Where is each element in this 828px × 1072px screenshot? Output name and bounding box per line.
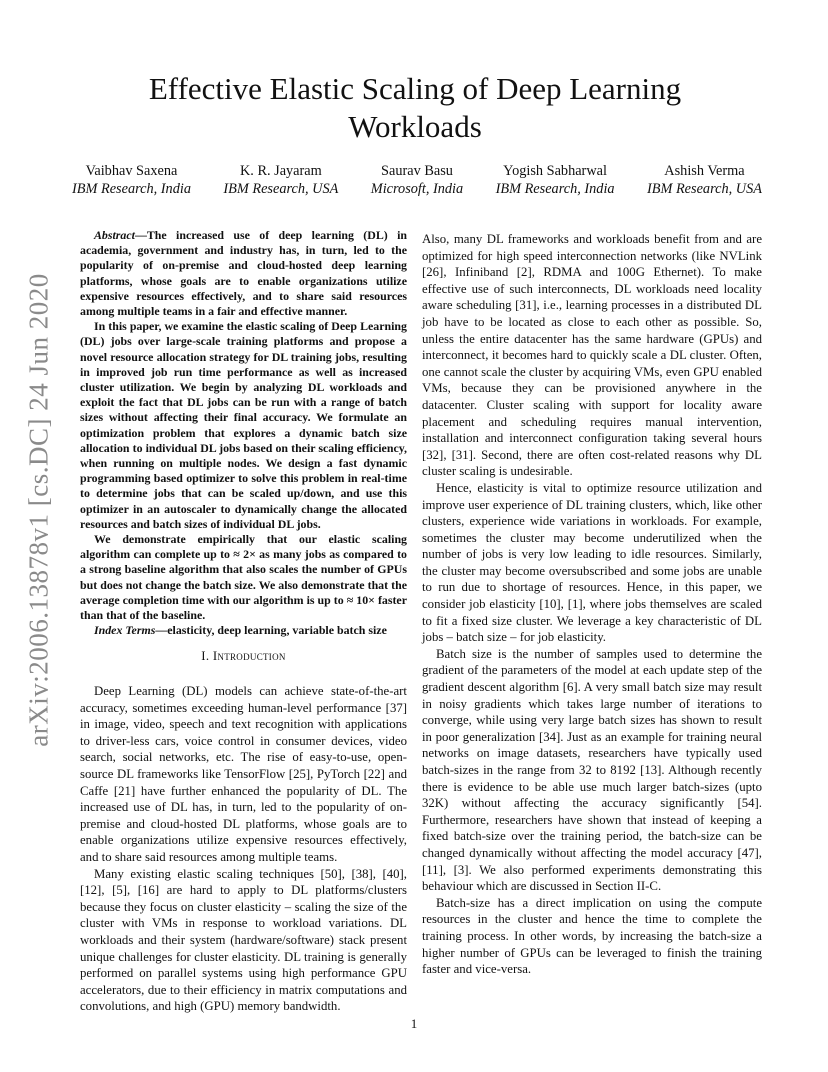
intro-paragraph-6: Batch-size has a direct implication on using the compute resources in the cluster and hence the time to complete the training process. In other words, by increasing the batch-size a higher number of GPUs can be leveraged to finish the training faster and vice-versa. — [422, 895, 762, 977]
author-affiliation: IBM Research, USA — [646, 181, 762, 197]
author-name: Saurav Basu — [381, 163, 453, 179]
author-affiliation: IBM Research, India — [495, 181, 615, 197]
intro-paragraph-2: Many existing elastic scaling techniques [50], [38], [40], [12], [5], [16] are hard to apply to DL platforms/clusters because they focus on cluster elasticity – scaling the size of the cluster with VMs in response to workload variations. DL workloads and their system (hardware/software) stack present unique challenges for cluster elasticity. DL training is generally performed on parallel systems using high performance GPU accelerators, due to their efficiency in matrix computations and convolutions, and high (GPU) memory bandwidth. — [80, 866, 407, 1014]
page-number: 1 — [410, 1016, 418, 1031]
author-affiliation: IBM Research, India — [72, 181, 191, 197]
section-number: I. — [201, 649, 210, 664]
author-affiliation: IBM Research, USA — [223, 181, 339, 197]
arxiv-sidebar — [14, 273, 64, 747]
author-5 — [647, 162, 762, 198]
author-4 — [496, 162, 615, 198]
left-column — [80, 228, 407, 1015]
author-3 — [371, 162, 463, 198]
intro-paragraph-4: Hence, elasticity is vital to optimize resource utilization and improve user experience of DL training clusters, which, like other clusters, experience wide variations in workloads. For example, sometimes the cluster may become underutilized when the number of jobs is very low leading to idle resources. Similarly, the cluster may become oversubscribed and some jobs are unable to run due to shortage of resources. Hence, in this paper, we consider job elasticity [10], [1], where jobs themselves are scaled to fit a fixed size cluster. We leverage a key characteristic of DL jobs – batch size – for job elasticity. — [422, 480, 762, 645]
paper-title: Effective Elastic Scaling of Deep Learning Workloads — [148, 71, 682, 144]
intro-paragraph-3: Also, many DL frameworks and workloads benefit from and are optimized for high speed interconnection networks (like NVLink [26], Infiniband [2], RDMA and 100G Ethernet). To make effective use of such interconnects, DL workloads need locality aware scheduling [31], i.e., learning processes in a distributed DL job have to be located as close to each other as possible. So, unless the entire datacenter has the same hardware (GPUs) and interconnect, it becomes hard to quickly scale a DL cluster. Often, one cannot scale the cluster by acquiring VMs, even GPU enabled VMs, because they can be provisioned anywhere in the datacenter. Cluster scaling with support for locality aware placement and scheduling requires manual intervention, installation and interconnect configuration taking several hours [32], [31]. Second, there are often cost-related reasons why DL cluster scaling is undesirable. — [422, 232, 762, 479]
index-terms-text: —elasticity, deep learning, variable batch size — [155, 623, 387, 638]
section-title: Introduction — [212, 649, 286, 664]
abstract — [80, 228, 407, 638]
author-list — [72, 162, 762, 198]
abstract-paragraph-1 — [80, 228, 407, 319]
abstract-paragraph-2: In this paper, we examine the elastic scaling of Deep Learning (DL) jobs over large-scale training platforms and propose a novel resource allocation strategy for DL training jobs, resulting in improved job run time performance as well as increased cluster utilization. We begin by analyzing DL workloads and exploit the fact that DL jobs can be run with a range of batch sizes without affecting their final accuracy. We formulate an optimization problem that explores a dynamic batch size allocation to individual DL jobs based on their scaling efficiency, when running on multiple nodes. We design a fast dynamic programming based optimizer to solve this problem in real-time to determine jobs that can be scaled up/down, and use this optimizer in an autoscaler to dynamically change the allocated resources and batch sizes of individual DL jobs. — [80, 319, 407, 531]
author-2 — [223, 162, 338, 198]
author-name: Yogish Sabharwal — [503, 163, 607, 179]
arxiv-identifier: arXiv:2006.13878v1 [cs.DC] 24 Jun 2020 — [23, 273, 54, 747]
section-heading — [80, 648, 407, 665]
intro-paragraph-5: Batch size is the number of samples used to determine the gradient of the parameters of the model at each update step of the gradient descent algorithm [6]. A very small batch size may result in noisy gradients which takes large number of iterations to converge, while using very large batch sizes has shown to result in poor generalization [34]. Just as an example for training neural networks on image datasets, researchers have typically used batch-sizes in the range from 32 to 8192 [13]. Although recently there is evidence to be able use much larger batch-sizes (upto 32K) without affecting the accuracy significantly [54]. Furthermore, researchers have shown that instead of keeping a fixed batch-size over the training period, the batch-size can be changed dynamically without affecting the model accuracy [47], [11], [3]. We also performed experiments demonstrating this behaviour which are discussed in Section II-C. — [422, 646, 762, 894]
index-terms — [80, 623, 407, 638]
index-terms-label: Index Terms — [94, 623, 156, 638]
right-column — [422, 231, 762, 978]
abstract-label: Abstract — [94, 228, 135, 242]
author-1 — [72, 162, 191, 198]
abstract-paragraph-3: We demonstrate empirically that our elastic scaling algorithm can complete up to ≈ 2× as many jobs as compared to a strong baseline algorithm that also scales the number of GPUs but does not change the batch size. We also demonstrate that the average completion time with our algorithm is up to ≈ 10× faster than that of the baseline. — [80, 532, 407, 623]
author-name: Vaibhav Saxena — [85, 163, 178, 179]
intro-paragraph-1: Deep Learning (DL) models can achieve state-of-the-art accuracy, sometimes exceeding human-level performance [37] in image, video, speech and text recognition with applications to driver-less cars, voice control in consumer devices, video search, social networks, etc. The rise of easy-to-use, open-source DL frameworks like TensorFlow [25], PyTorch [22] and Caffe [21] have further enhanced the popularity of DL. The increased use of DL has, in turn, led to the popularity of on-premise and cloud-hosted DL platforms, whose goals are to enable organizations utilize expensive resources effectively, and to share said resources among multiple teams. — [80, 684, 407, 865]
abstract-text: —The increased use of deep learning (DL) in academia, government and industry has, in turn, led to the popularity of on-premise and cloud-hosted deep learning platforms, whose goals are to enable organizations utilize expensive resources effectively, and to share said resources among multiple teams in a fair and effective manner. — [80, 228, 407, 319]
author-name: K. R. Jayaram — [239, 163, 322, 179]
author-affiliation: Microsoft, India — [370, 181, 464, 197]
author-name: Ashish Verma — [664, 163, 745, 179]
